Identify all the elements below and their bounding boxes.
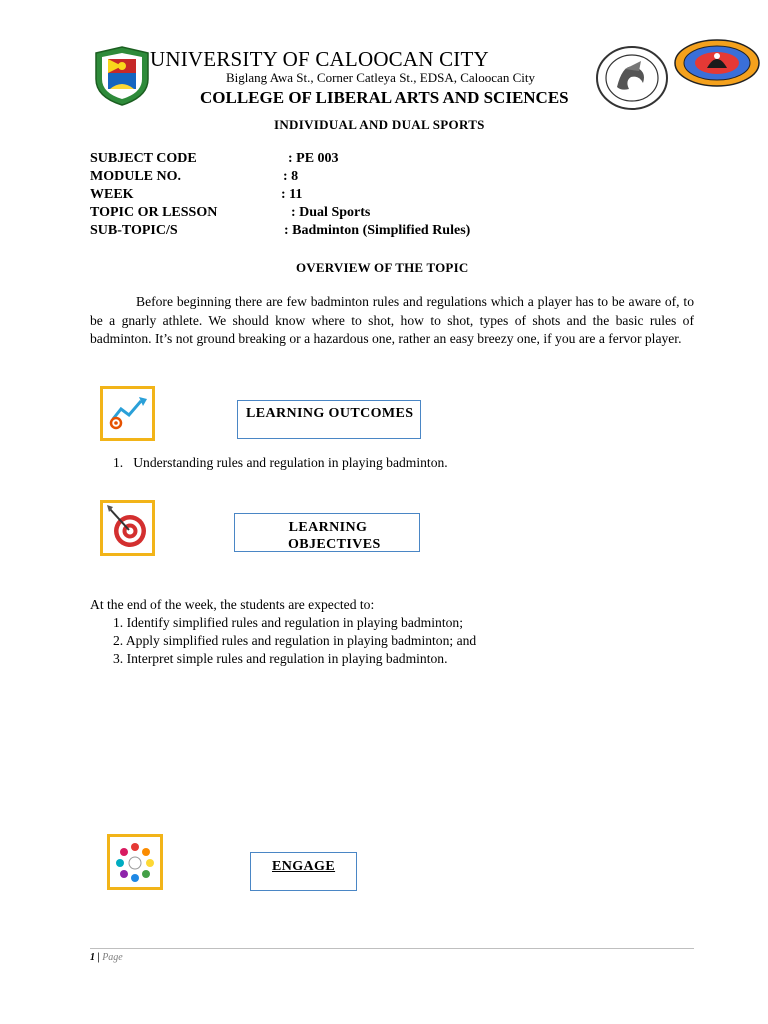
outcomes-icon-frame <box>100 386 155 441</box>
page-footer <box>90 952 123 963</box>
outcome-item <box>113 455 448 471</box>
target-icon <box>103 503 152 553</box>
subject-code-label: SUBJECT CODE <box>90 151 197 166</box>
objective-item-3: 3. Interpret simple rules and regulation in playing badminton. <box>113 651 448 666</box>
page-label: Page <box>102 952 123 963</box>
university-address: Biglang Awa St., Corner Catleya St., EDSA, Caloocan City <box>226 70 535 85</box>
sports-club-logo <box>672 38 762 88</box>
page-number: 1 <box>90 952 95 963</box>
subject-code-value: : PE 003 <box>288 151 339 166</box>
objectives-intro: At the end of the week, the students are expected to: <box>90 597 375 612</box>
footer-divider <box>90 948 694 949</box>
college-name: COLLEGE OF LIBERAL ARTS AND SCIENCES <box>200 88 569 107</box>
overview-paragraph-text: Before beginning there are few badminton rules and regulations which a player has to be aware of, to be a gnarly athlete. We should know where to shot, how to shot, types of shots and the basic rules of badminton. It’s not ground breaking or a hazardous one, rather an easy breezy one, if you are a fervor player. <box>90 294 694 346</box>
outcome-number: 1. <box>113 455 124 470</box>
college-seal-logo <box>595 45 669 111</box>
engage-icon-frame <box>107 834 163 890</box>
overview-heading: OVERVIEW OF THE TOPIC <box>296 260 469 275</box>
page-separator: | <box>95 952 103 963</box>
objective-item-1: 1. Identify simplified rules and regulation in playing badminton; <box>113 615 463 630</box>
module-value: : 8 <box>283 169 299 184</box>
week-label: WEEK <box>90 187 134 202</box>
subtopic-label: SUB-TOPIC/S <box>90 223 178 238</box>
engage-label: ENGAGE <box>250 852 357 891</box>
objective-item-2: 2. Apply simplified rules and regulation in playing badminton; and <box>113 633 477 648</box>
people-circle-icon <box>110 837 160 887</box>
learning-objectives-label: LEARNING OBJECTIVES <box>234 513 420 552</box>
university-name: UNIVERSITY OF CALOOCAN CITY <box>150 47 489 71</box>
university-seal-logo <box>90 45 154 107</box>
overview-paragraph <box>90 293 694 349</box>
subtopic-value: : Badminton (Simplified Rules) <box>284 223 471 238</box>
topic-label: TOPIC OR LESSON <box>90 205 218 220</box>
outcome-text: Understanding rules and regulation in playing badminton. <box>133 455 448 470</box>
growth-chart-icon <box>103 389 152 438</box>
module-label: MODULE NO. <box>90 169 181 184</box>
learning-outcomes-label: LEARNING OUTCOMES <box>237 400 421 439</box>
topic-value: : Dual Sports <box>291 205 371 220</box>
week-value: : 11 <box>281 187 303 202</box>
objectives-icon-frame <box>100 500 155 556</box>
course-title: INDIVIDUAL AND DUAL SPORTS <box>274 117 485 132</box>
